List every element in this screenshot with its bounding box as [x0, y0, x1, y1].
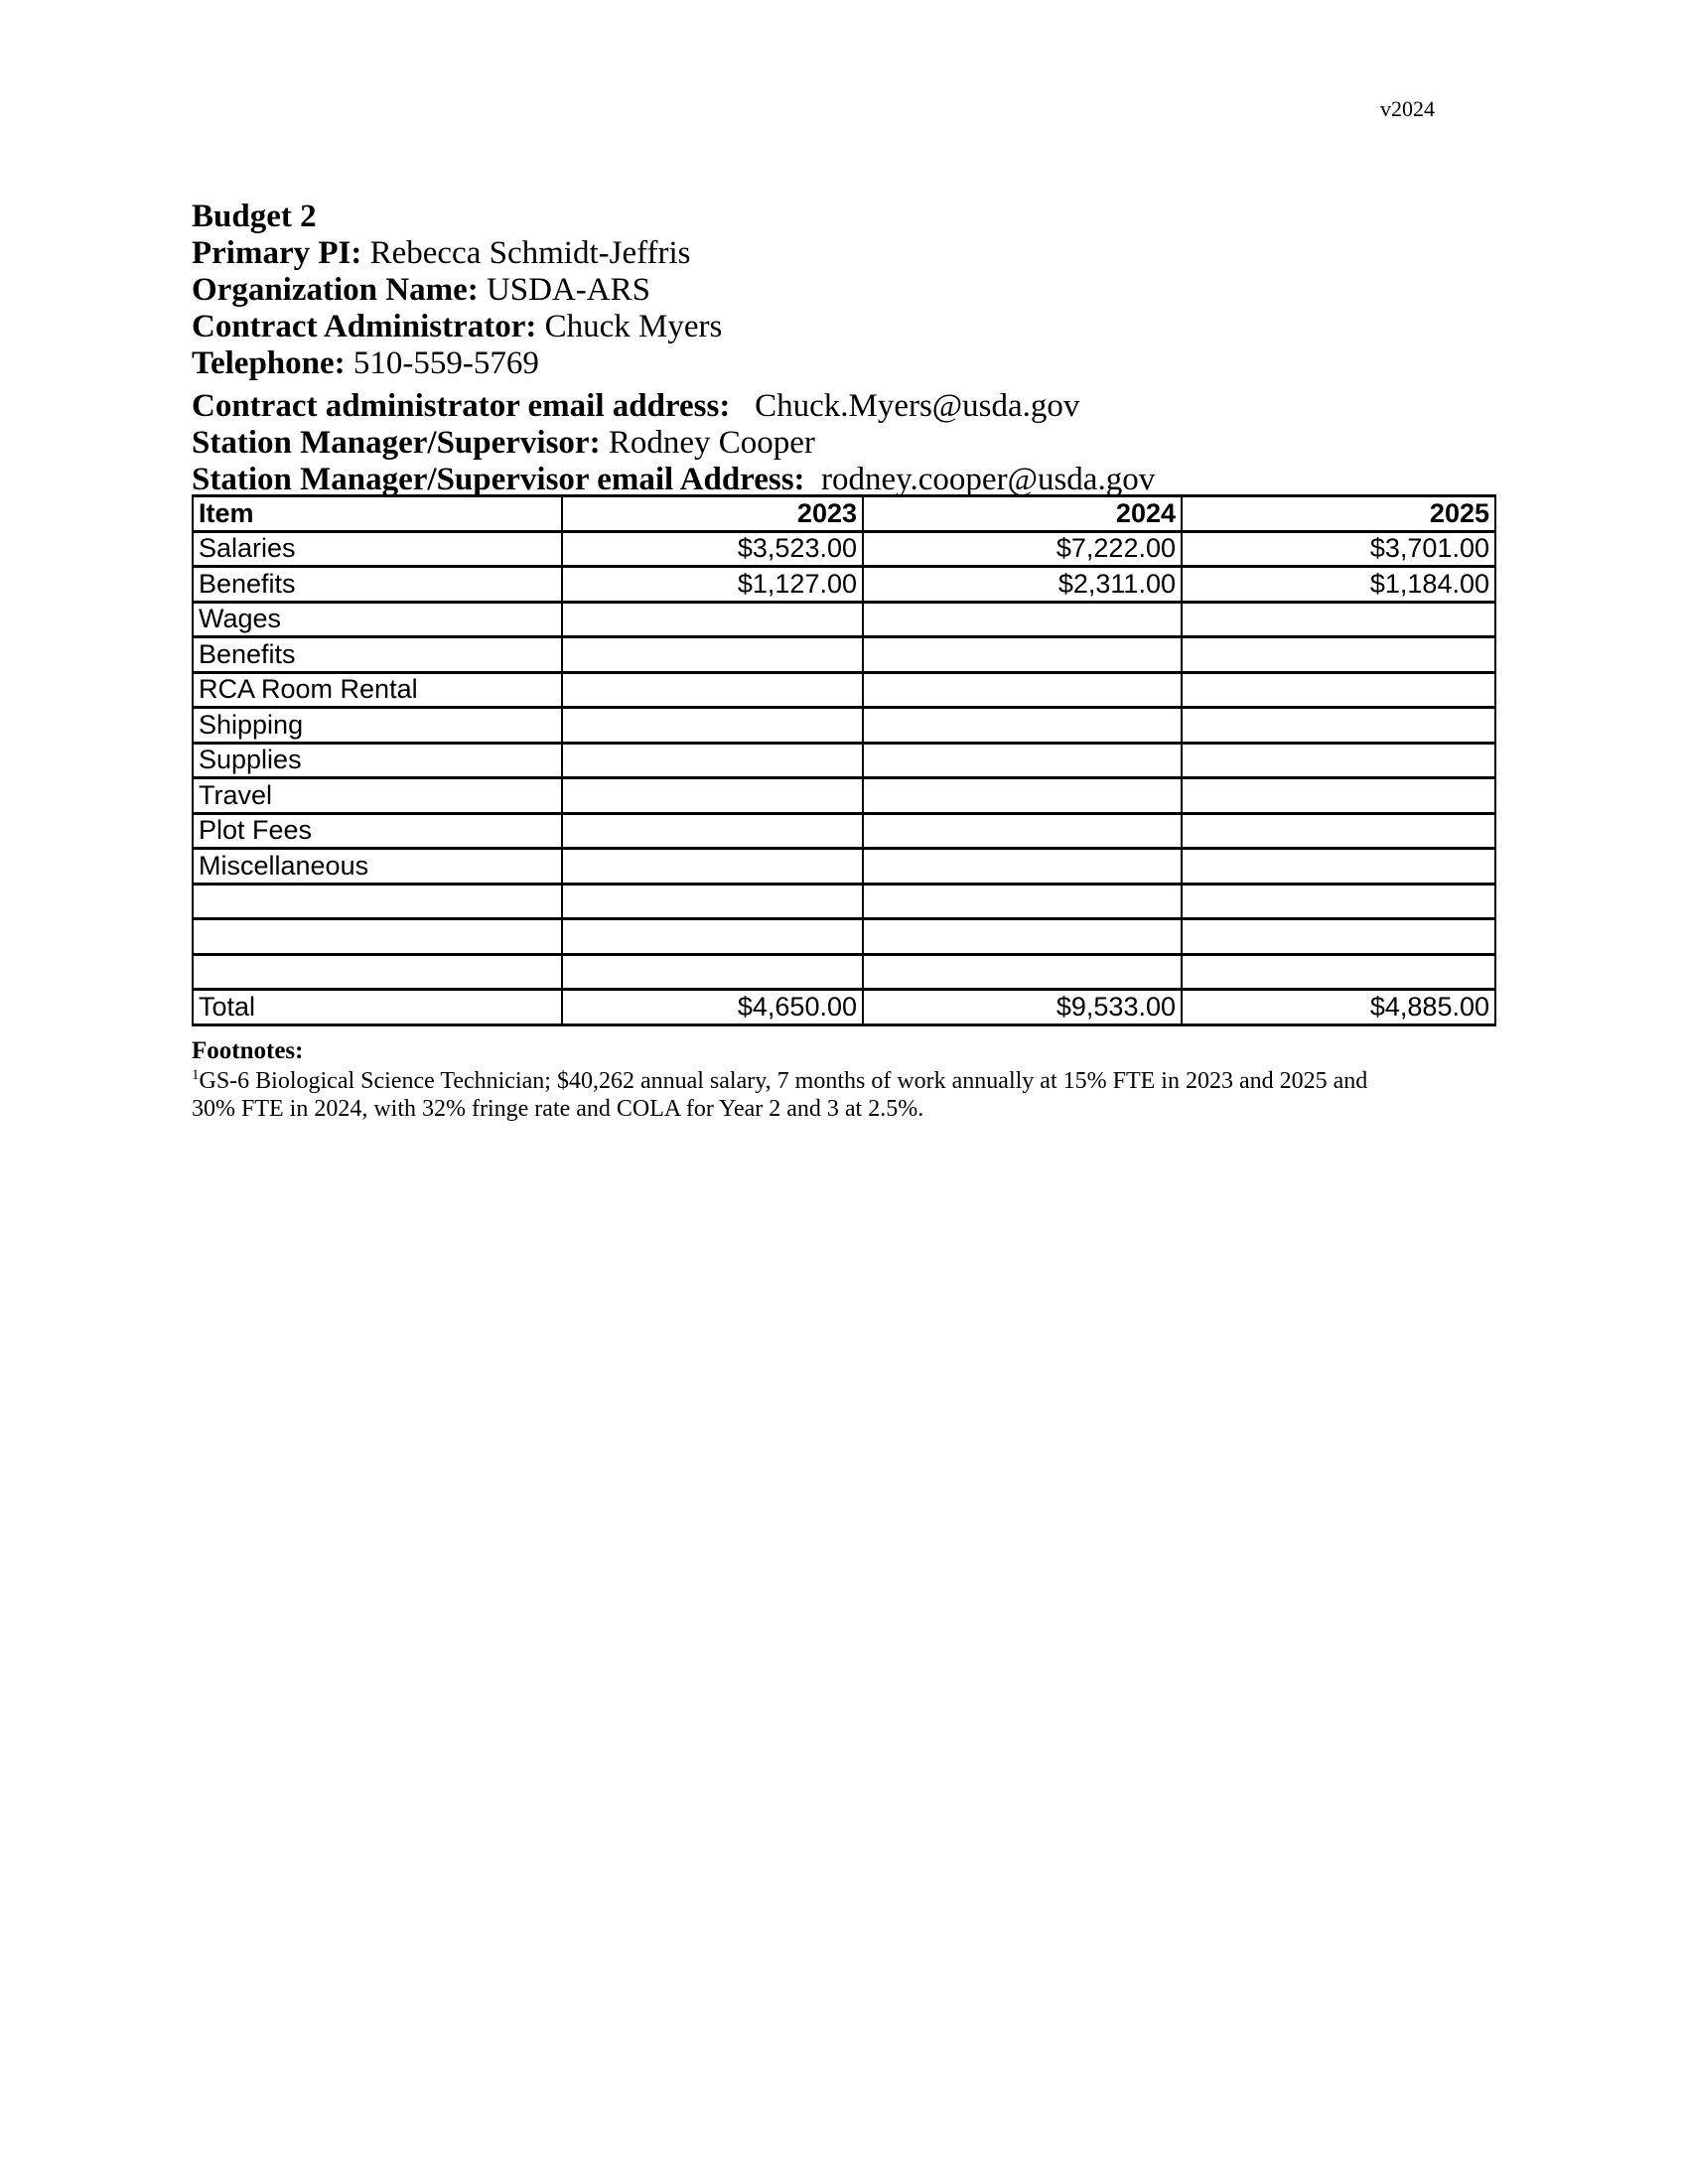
amount-cell-2023	[562, 954, 863, 990]
header-line-label: Station Manager/Supervisor:	[192, 425, 601, 461]
amount-cell-2024	[863, 672, 1182, 708]
amount-cell-2023	[562, 849, 863, 885]
header-block	[192, 199, 1542, 498]
footnote-1	[192, 1067, 1453, 1123]
header-line-label: Contract Administrator:	[192, 309, 537, 344]
amount-cell-2023: $3,523.00	[562, 531, 863, 567]
header-line-label: Contract administrator email address:	[192, 388, 731, 424]
item-cell: Wages	[193, 602, 562, 637]
footnotes-heading: Footnotes:	[192, 1037, 304, 1064]
amount-cell-2024	[863, 884, 1182, 919]
amount-cell-2025: $3,701.00	[1182, 531, 1495, 567]
item-cell: Benefits	[193, 637, 562, 673]
column-header-2025: 2025	[1182, 496, 1495, 532]
item-cell	[193, 919, 562, 955]
table-row	[193, 884, 1495, 919]
amount-cell-2024	[863, 708, 1182, 744]
amount-cell-2024: $7,222.00	[863, 531, 1182, 567]
amount-cell-2024	[863, 602, 1182, 637]
amount-cell-2025	[1182, 672, 1495, 708]
table-row	[193, 990, 1495, 1025]
header-line-label: Station Manager/Supervisor email Address:	[192, 462, 805, 497]
amount-cell-2023	[562, 884, 863, 919]
header-line-value: Chuck Myers	[536, 309, 723, 344]
amount-cell-2025	[1182, 849, 1495, 885]
column-header-2023: 2023	[562, 496, 863, 532]
item-cell: Plot Fees	[193, 813, 562, 849]
amount-cell-2023: $1,127.00	[562, 567, 863, 603]
header-line-value: rodney.cooper@usda.gov	[804, 462, 1156, 497]
version-mark: v2024	[1380, 96, 1435, 121]
header-line	[192, 199, 1542, 235]
amount-cell-2023	[562, 708, 863, 744]
table-row	[193, 954, 1495, 990]
header-line	[192, 425, 1542, 462]
table-row	[193, 743, 1495, 778]
item-cell: Salaries	[193, 531, 562, 567]
item-cell: Supplies	[193, 743, 562, 778]
table-row	[193, 778, 1495, 814]
amount-cell-2023	[562, 778, 863, 814]
table-row	[193, 531, 1495, 567]
amount-cell-2025: $4,885.00	[1182, 990, 1495, 1025]
amount-cell-2025	[1182, 813, 1495, 849]
header-line	[192, 345, 1542, 382]
header-line-label: Primary PI:	[192, 235, 362, 271]
amount-cell-2025	[1182, 884, 1495, 919]
amount-cell-2023	[562, 919, 863, 955]
amount-cell-2024	[863, 813, 1182, 849]
amount-cell-2024: $2,311.00	[863, 567, 1182, 603]
amount-cell-2024	[863, 778, 1182, 814]
table-row	[193, 849, 1495, 885]
table-row	[193, 708, 1495, 744]
table-row	[193, 567, 1495, 603]
footnote-line1: GS-6 Biological Science Technician; $40,262 annual salary, 7 months of work annually at 15% FTE in 2023 and 2025 and	[199, 1068, 1368, 1094]
header-line	[192, 309, 1542, 345]
amount-cell-2025	[1182, 743, 1495, 778]
amount-cell-2025	[1182, 637, 1495, 673]
amount-cell-2023	[562, 813, 863, 849]
amount-cell-2024	[863, 919, 1182, 955]
header-line-value: Rebecca Schmidt-Jeffris	[361, 235, 691, 271]
header-line-label: Organization Name:	[192, 272, 479, 308]
header-line	[192, 388, 1542, 425]
amount-cell-2023	[562, 602, 863, 637]
item-cell: Travel	[193, 778, 562, 814]
item-cell	[193, 954, 562, 990]
table-row	[193, 672, 1495, 708]
footnotes-section	[192, 1036, 1453, 1123]
table-row	[193, 813, 1495, 849]
amount-cell-2024: $9,533.00	[863, 990, 1182, 1025]
table-row	[193, 919, 1495, 955]
amount-cell-2024	[863, 637, 1182, 673]
amount-cell-2025	[1182, 708, 1495, 744]
amount-cell-2023: $4,650.00	[562, 990, 863, 1025]
header-line	[192, 272, 1542, 309]
item-cell: RCA Room Rental	[193, 672, 562, 708]
header-line-label: Budget 2	[192, 199, 317, 234]
item-cell: Total	[193, 990, 562, 1025]
header-line-value: Rodney Cooper	[600, 425, 815, 461]
amount-cell-2024	[863, 743, 1182, 778]
amount-cell-2025	[1182, 778, 1495, 814]
amount-cell-2024	[863, 849, 1182, 885]
header-line-value: Chuck.Myers@usda.gov	[730, 388, 1080, 424]
item-cell: Benefits	[193, 567, 562, 603]
amount-cell-2025	[1182, 602, 1495, 637]
table-row	[193, 602, 1495, 637]
header-line	[192, 235, 1542, 272]
table-header-row	[193, 496, 1495, 532]
table-row	[193, 637, 1495, 673]
amount-cell-2023	[562, 672, 863, 708]
amount-cell-2025	[1182, 954, 1495, 990]
column-header-item: Item	[193, 496, 562, 532]
header-line	[192, 462, 1542, 498]
footnote-superscript: 1	[192, 1067, 200, 1083]
amount-cell-2025: $1,184.00	[1182, 567, 1495, 603]
header-line-value: USDA-ARS	[478, 272, 650, 308]
item-cell: Shipping	[193, 708, 562, 744]
header-line-label: Telephone:	[192, 345, 346, 381]
footnote-line2: 30% FTE in 2024, with 32% fringe rate and COLA for Year 2 and 3 at 2.5%.	[192, 1096, 924, 1122]
column-header-2024: 2024	[863, 496, 1182, 532]
amount-cell-2025	[1182, 919, 1495, 955]
item-cell	[193, 884, 562, 919]
amount-cell-2023	[562, 637, 863, 673]
item-cell: Miscellaneous	[193, 849, 562, 885]
amount-cell-2023	[562, 743, 863, 778]
header-line-value: 510-559-5769	[345, 345, 539, 381]
amount-cell-2024	[863, 954, 1182, 990]
budget-table	[192, 494, 1496, 1026]
